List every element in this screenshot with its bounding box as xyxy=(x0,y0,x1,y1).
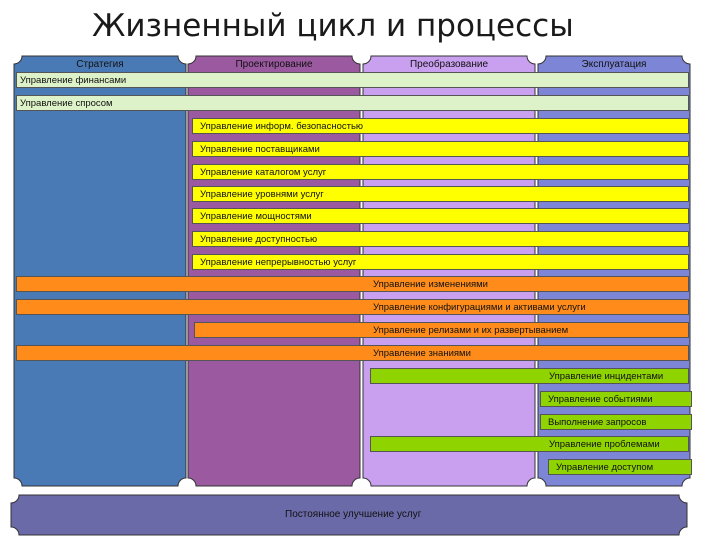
process-label: Управление спросом xyxy=(20,98,113,109)
process-bar xyxy=(548,459,692,475)
process-label: Управление финансами xyxy=(20,75,127,86)
process-label: Управление непрерывностью услуг xyxy=(200,257,357,268)
phase-label-3: Преобразование xyxy=(409,59,489,70)
process-label: Выполнение запросов xyxy=(548,417,647,428)
process-bar xyxy=(540,414,692,430)
process-label: Управление доступом xyxy=(556,462,654,473)
process-bar xyxy=(192,141,689,157)
process-bar xyxy=(192,118,689,134)
process-label: Управление релизами и их развертыванием xyxy=(373,325,569,336)
process-bar xyxy=(370,368,689,384)
process-label: Управление изменениями xyxy=(373,279,488,290)
page-title: Жизненный цикл и процессы xyxy=(92,8,574,44)
process-bar xyxy=(16,299,689,315)
process-bar xyxy=(16,345,689,361)
process-bar xyxy=(540,391,692,407)
process-label: Управление уровнями услуг xyxy=(200,189,324,200)
phase-column-1 xyxy=(14,56,186,486)
process-bar xyxy=(192,164,689,180)
process-bar xyxy=(194,322,689,338)
process-bar xyxy=(192,186,689,202)
process-label: Управление доступностью xyxy=(200,234,318,245)
process-label: Управление проблемами xyxy=(549,439,660,450)
process-label: Управление каталогом услуг xyxy=(200,167,327,178)
process-bar xyxy=(192,254,689,270)
process-label: Управление поставщиками xyxy=(200,144,320,155)
process-label: Управление мощностями xyxy=(200,211,312,222)
process-label: Управление информ. безопасностью xyxy=(200,121,364,132)
phase-label-4: Эксплуатация xyxy=(581,59,647,70)
process-bar xyxy=(16,95,689,111)
phase-label-2: Проектирование xyxy=(235,59,313,70)
process-label: Управление событиями xyxy=(548,394,653,405)
process-bar xyxy=(192,231,689,247)
phase-label-1: Стратегия xyxy=(76,59,124,70)
process-bar xyxy=(16,72,689,88)
process-bar xyxy=(370,436,689,452)
process-label: Управление конфигурациями и активами услуги xyxy=(373,302,586,313)
process-bar xyxy=(192,208,689,224)
process-label: Управление знаниями xyxy=(373,348,471,359)
process-label: Управление инцидентами xyxy=(549,371,664,382)
continual-improvement-label: Постоянное улучшение услуг xyxy=(285,509,422,520)
process-bar xyxy=(16,276,689,292)
